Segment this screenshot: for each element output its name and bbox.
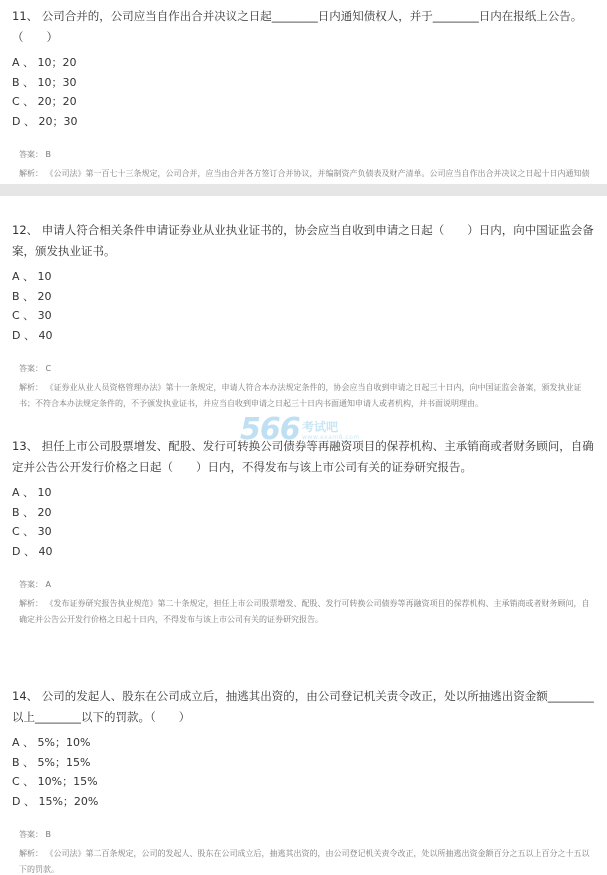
option-a[interactable]: A 、 10 bbox=[12, 486, 52, 499]
option-b[interactable]: B 、 10；30 bbox=[12, 75, 77, 89]
options-list bbox=[12, 483, 595, 561]
option-b[interactable]: B 、 20 bbox=[12, 289, 52, 303]
explanation-block bbox=[12, 827, 595, 875]
option-a[interactable]: A 、 5%；10% bbox=[12, 736, 91, 749]
section-divider bbox=[0, 184, 607, 196]
option-c[interactable]: C 、 30 bbox=[12, 309, 52, 322]
option-a[interactable]: A 、 10；20 bbox=[12, 56, 77, 69]
answer-text: 答案： B bbox=[19, 150, 52, 159]
question-stem: 13、 担任上市公司股票增发、配股、发行可转换公司债券等再融资项目的保荐机构、主承销商或者财务顾问，自确定并公告公开发行价格之日起（ ）日内，不得发布与该上市公司有关的证券研究报告。 bbox=[12, 439, 594, 474]
options-list bbox=[12, 53, 595, 131]
watermark-number: 566 bbox=[240, 412, 300, 447]
analysis-text: 解析： 《公司法》第一百七十三条规定，公司合并，应当由合并各方签订合并协议，并编制资产负债表及财产清单。公司应当自作出合并决议之日起十日内通知债 bbox=[19, 169, 590, 178]
question-11 bbox=[0, 6, 607, 198]
question-13 bbox=[0, 436, 607, 628]
question-stem: 12、 申请人符合相关条件申请证券业从业执业证书的，协会应当自收到申请之日起（ ）日内，向中国证监会备案，颁发执业证书。 bbox=[12, 223, 594, 258]
option-d[interactable]: D 、 40 bbox=[12, 328, 53, 342]
option-c[interactable]: C 、 10%；15% bbox=[12, 775, 98, 788]
option-a[interactable]: A 、 10 bbox=[12, 270, 52, 283]
answer-text: 答案： A bbox=[19, 580, 52, 589]
analysis-text: 解析： 《证券业从业人员资格管理办法》第十一条规定，申请人符合本办法规定条件的，协会应当自收到申请之日起三十日内，向中国证监会备案，颁发执业证书；不符合本办法规定条件的，不予颁发执业证书，并应当自收到申请之日起三十日内书面通知申请人或者机构，并书面说明理由。 bbox=[19, 383, 582, 408]
analysis-text: 解析： 《公司法》第二百条规定，公司的发起人、股东在公司成立后，抽逃其出资的，由公司登记机关责令改正，处以所抽逃出资金额百分之五以上百分之十五以下的罚款。 bbox=[19, 849, 590, 874]
options-list bbox=[12, 733, 595, 811]
question-14 bbox=[0, 686, 607, 875]
question-stem: 11、 公司合并的，公司应当自作出合并决议之日起________日内通知债权人，并于________日内在报纸上公告。（ ） bbox=[12, 9, 583, 44]
question-12 bbox=[0, 220, 607, 412]
explanation-block bbox=[12, 577, 595, 628]
option-d[interactable]: D 、 20；30 bbox=[12, 114, 78, 128]
option-b[interactable]: B 、 5%；15% bbox=[12, 755, 91, 769]
option-c[interactable]: C 、 20；20 bbox=[12, 95, 77, 108]
option-b[interactable]: B 、 20 bbox=[12, 505, 52, 519]
options-list bbox=[12, 267, 595, 345]
option-c[interactable]: C 、 30 bbox=[12, 525, 52, 538]
option-d[interactable]: D 、 15%；20% bbox=[12, 794, 99, 808]
answer-text: 答案： B bbox=[19, 830, 52, 839]
analysis-text: 解析： 《发布证券研究报告执业规范》第二十条规定，担任上市公司股票增发、配股、发行可转换公司债券等再融资项目的保荐机构、主承销商或者财务顾问，自确定并公告公开发行价格之日起十日内，不得发布与该上市公司有关的证券研究报告。 bbox=[19, 599, 590, 624]
question-stem: 14、 公司的发起人、股东在公司成立后，抽逃其出资的，由公司登记机关责令改正，处以所抽逃出资金额________以上________以下的罚款。（ ） bbox=[12, 689, 594, 724]
watermark-sub: www.exam8.com bbox=[302, 434, 360, 441]
explanation-block bbox=[12, 361, 595, 412]
answer-text: 答案： C bbox=[19, 364, 52, 373]
option-d[interactable]: D 、 40 bbox=[12, 544, 53, 558]
watermark-text: 考试吧 bbox=[302, 420, 339, 434]
